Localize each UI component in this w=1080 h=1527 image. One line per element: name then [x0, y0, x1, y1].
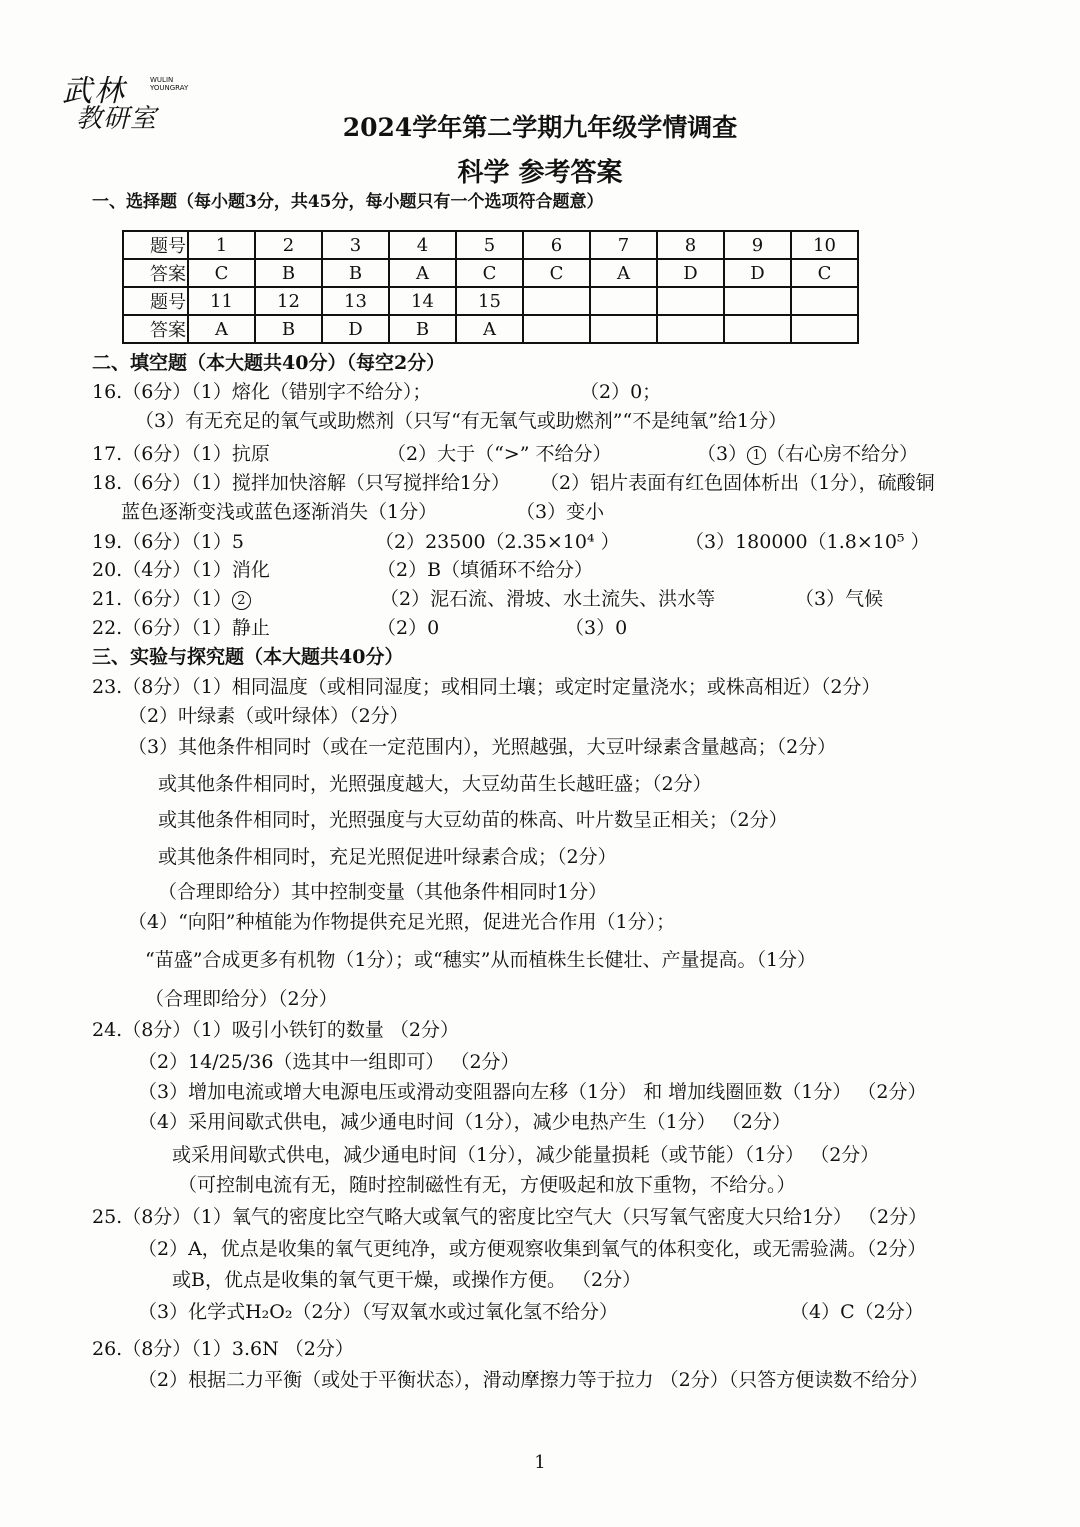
table-cell: 8	[657, 231, 724, 259]
answer-26-part2: （2）根据二力平衡（或处于平衡状态），滑动摩擦力等于拉力 （2分）（只答方便读数不给分）	[138, 1369, 929, 1391]
table-cell: C	[188, 259, 255, 287]
answer-18-part1: 18.（6分）（1）搅拌加快溶解（只写搅拌给1分）	[92, 472, 510, 494]
answer-20-part1: 20.（4分）（1）消化	[92, 559, 270, 581]
answer-25-part4: （4）C（2分）	[790, 1301, 924, 1323]
answer-24-part4-alt: 或采用间歇式供电，减少通电时间（1分），减少能量损耗（或节能）（1分） （2分）	[172, 1144, 880, 1166]
table-cell: 13	[322, 287, 389, 315]
answer-24-part4-note: （可控制电流有无，随时控制磁性有无，方便吸起和放下重物，不给分。）	[178, 1174, 796, 1196]
table-row-label: 答案	[123, 259, 188, 287]
page-number: 1	[534, 1452, 546, 1473]
answer-23-part3-alt3: 或其他条件相同时，充足光照促进叶绿素合成；（2分）	[158, 846, 617, 868]
answer-22-part1: 22.（6分）（1）静止	[92, 617, 270, 639]
table-cell	[590, 287, 657, 315]
table-cell: 1	[188, 231, 255, 259]
answer-23-part2: （2）叶绿素（或叶绿体）（2分）	[128, 705, 409, 727]
table-cell: A	[389, 259, 456, 287]
table-cell: 14	[389, 287, 456, 315]
page-subtitle: 科学 参考答案	[457, 158, 623, 188]
logo-text-en: WULIN YOUNGRAY	[150, 76, 189, 92]
table-cell: 7	[590, 231, 657, 259]
table-cell: A	[590, 259, 657, 287]
table-cell	[724, 315, 791, 343]
table-cell: D	[657, 259, 724, 287]
table-cell: 15	[456, 287, 523, 315]
table-cell: A	[456, 315, 523, 343]
answer-23-part3-alt1: 或其他条件相同时，光照强度越大，大豆幼苗生长越旺盛；（2分）	[158, 773, 712, 795]
circled-number: 1	[747, 446, 766, 465]
table-cell: B	[389, 315, 456, 343]
table-cell: 12	[255, 287, 322, 315]
table-row-label: 题号	[123, 287, 188, 315]
answer-23-part4-cont: “苗盛”合成更多有机物（1分）；或“穗实”从而植株生长健壮、产量提高。（1分）	[145, 949, 817, 971]
table-cell: 9	[724, 231, 791, 259]
answer-19-part1: 19.（6分）（1）5	[92, 531, 244, 553]
table-cell	[791, 287, 858, 315]
answer-24-part3: （3）增加电流或增大电源电压或滑动变阻器向左移（1分） 和 增加线圈匝数（1分） （2分）	[138, 1081, 927, 1103]
circled-number: 2	[232, 591, 251, 610]
answer-24-part4: （4）采用间歇式供电，减少通电时间（1分），减少电热产生（1分） （2分）	[138, 1111, 791, 1133]
table-cell: B	[255, 315, 322, 343]
answer-24-part2: （2）14/25/36（选其中一组即可） （2分）	[138, 1051, 520, 1073]
answer-16-part3: （3）有无充足的氧气或助燃剂（只写“有无氧气或助燃剂”“不是纯氧”给1分）	[135, 410, 788, 432]
section-heading-choice: 一、选择题（每小题3分，共45分，每小题只有一个选项符合题意）	[92, 192, 604, 212]
table-cell	[523, 315, 590, 343]
answer-18-part2-cont: 蓝色逐渐变浅或蓝色逐渐消失（1分）	[121, 501, 438, 523]
table-row	[123, 259, 858, 287]
table-row-label: 答案	[123, 315, 188, 343]
table-cell: 2	[255, 231, 322, 259]
answer-18-part3: （3）变小	[516, 501, 605, 523]
answer-23-part3-alt2: 或其他条件相同时，光照强度与大豆幼苗的株高、叶片数呈正相关；（2分）	[158, 809, 788, 831]
section-heading-experiment: 三、实验与探究题（本大题共40分）	[92, 646, 404, 668]
table-cell	[791, 315, 858, 343]
logo-text-line1: 武林	[62, 74, 126, 109]
answer-16-part1: 16.（6分）（1）熔化（错别字不给分）；	[92, 381, 432, 403]
answer-21-part2: （2）泥石流、滑坡、水土流失、洪水等	[380, 588, 716, 610]
table-cell	[523, 287, 590, 315]
table-cell	[657, 287, 724, 315]
answer-22-part3: （3）0	[565, 617, 628, 639]
table-cell: 11	[188, 287, 255, 315]
answer-25-part2-alt: 或B，优点是收集的氧气更干燥，或操作方便。 （2分）	[172, 1269, 642, 1291]
answer-19-part3: （3）180000（1.8×10⁵ ）	[685, 531, 930, 553]
answer-25-part3: （3）化学式H₂O₂（2分）（写双氧水或过氧化氢不给分）	[138, 1301, 619, 1323]
answer-26-part1: 26.（8分）（1）3.6N （2分）	[92, 1338, 354, 1360]
answer-21-part1-label: 21.（6分）（1）	[92, 588, 232, 610]
page-title: 2024学年第二学期九年级学情调查	[342, 113, 738, 142]
table-cell: 10	[791, 231, 858, 259]
table-cell: 5	[456, 231, 523, 259]
table-row	[123, 231, 858, 259]
answer-17-part3-note: （右心房不给分）	[766, 443, 919, 465]
table-cell: 6	[523, 231, 590, 259]
answer-18-part2: （2）铝片表面有红色固体析出（1分），硫酸铜	[540, 472, 935, 494]
answer-17-part2: （2）大于（“>” 不给分）	[387, 443, 612, 465]
table-cell: D	[724, 259, 791, 287]
table-cell: C	[523, 259, 590, 287]
answer-16-part2: （2）0；	[580, 381, 662, 403]
answer-25-part2: （2）A，优点是收集的氧气更纯净，或方便观察收集到氧气的体积变化，或无需验满。（2分）	[138, 1238, 927, 1260]
table-row	[123, 315, 858, 343]
answer-table	[122, 230, 859, 344]
answer-23-part1: 23.（8分）（1）相同温度（或相同湿度；或相同土壤；或定时定量浇水；或株高相近）（2分）	[92, 676, 881, 698]
logo-text-line2: 教研室	[76, 104, 158, 134]
table-row	[123, 287, 858, 315]
table-row-label: 题号	[123, 231, 188, 259]
table-cell	[724, 287, 791, 315]
answer-21-part1	[92, 587, 251, 611]
table-cell: 3	[322, 231, 389, 259]
table-cell: C	[456, 259, 523, 287]
answer-23-part4-note: （合理即给分）（2分）	[145, 988, 338, 1010]
table-cell: D	[322, 315, 389, 343]
answer-19-part2: （2）23500（2.35×10⁴ ）	[375, 531, 620, 553]
table-cell: A	[188, 315, 255, 343]
table-cell	[590, 315, 657, 343]
table-cell	[657, 315, 724, 343]
answer-17-part3-label: （3）	[697, 443, 748, 465]
answer-23-part3: （3）其他条件相同时（或在一定范围内），光照越强，大豆叶绿素含量越高；（2分）	[128, 736, 837, 758]
table-cell: C	[791, 259, 858, 287]
table-cell: 4	[389, 231, 456, 259]
answer-25-part1: 25.（8分）（1）氧气的密度比空气略大或氧气的密度比空气大（只写氧气密度大只给1分） （2分）	[92, 1206, 928, 1228]
section-heading-fill: 二、填空题（本大题共40分）（每空2分）	[92, 352, 446, 374]
answer-17-part1: 17.（6分）（1）抗原	[92, 443, 270, 465]
table-cell: B	[255, 259, 322, 287]
answer-23-part4: （4）“向阳”种植能为作物提供充足光照，促进光合作用（1分）；	[128, 911, 676, 933]
answer-22-part2: （2）0	[377, 617, 440, 639]
answer-24-part1: 24.（8分）（1）吸引小铁钉的数量 （2分）	[92, 1019, 460, 1041]
answer-20-part2: （2）B（填循环不给分）	[377, 559, 594, 581]
answer-21-part3: （3）气候	[795, 588, 884, 610]
table-cell: B	[322, 259, 389, 287]
answer-23-part3-note: （合理即给分）其中控制变量（其他条件相同时1分）	[158, 881, 608, 903]
answer-17-part3	[697, 442, 918, 466]
